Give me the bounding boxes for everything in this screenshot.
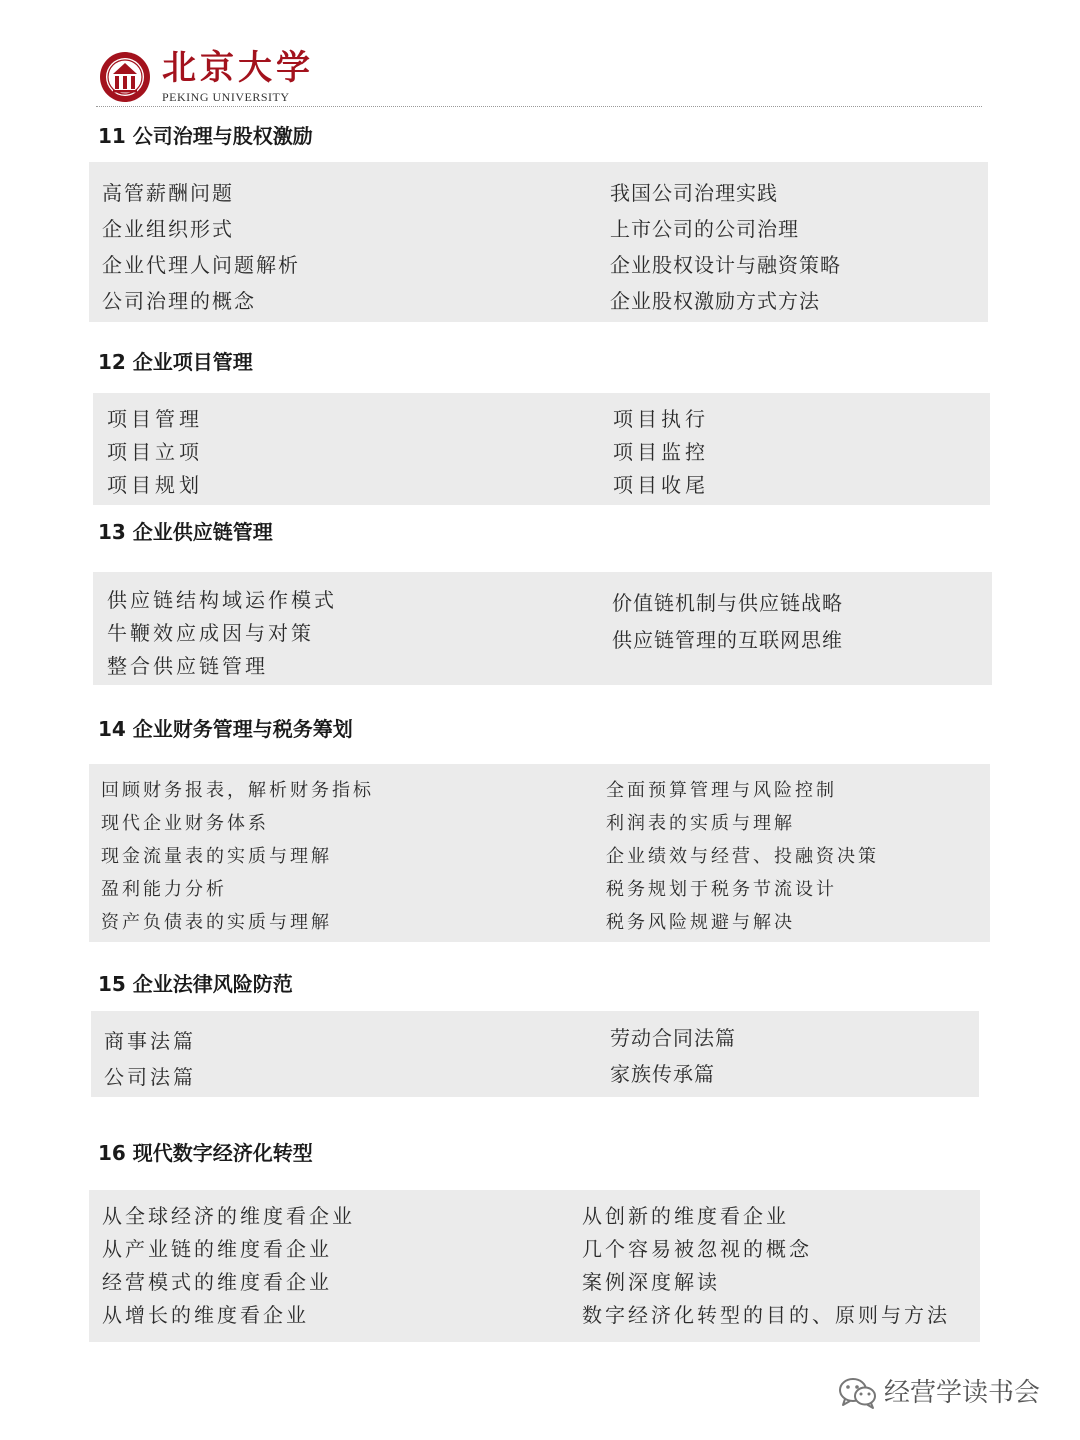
- list-item: 牛鞭效应成因与对策: [107, 621, 314, 645]
- section-title-13: 13 企业供应链管理: [98, 520, 273, 544]
- university-name-en: PEKING UNIVERSITY: [162, 90, 290, 104]
- watermark-text: 经营学读书会: [884, 1378, 1041, 1408]
- list-item: 几个容易被忽视的概念: [582, 1237, 812, 1261]
- section-12-right-list: [613, 403, 709, 502]
- section-title-16: 16 现代数字经济化转型: [98, 1141, 313, 1165]
- list-item: 劳动合同法篇: [610, 1026, 736, 1050]
- wechat-icon: [838, 1376, 878, 1410]
- list-item: 项目立项: [107, 440, 203, 464]
- section-13-left-list: [107, 584, 337, 683]
- section-16-left-list: [102, 1200, 355, 1332]
- list-item: 现金流量表的实质与理解: [101, 846, 332, 867]
- section-16-right-list: [582, 1200, 950, 1332]
- list-item: 企业股权设计与融资策略: [610, 253, 841, 277]
- list-item: 回顾财务报表，解析财务指标: [101, 780, 374, 801]
- section-14-left-list: [101, 774, 374, 939]
- section-15-right-list: [610, 1020, 736, 1092]
- list-item: 项目管理: [107, 407, 203, 431]
- page-header: [96, 44, 982, 107]
- section-14-right-list: [606, 774, 879, 939]
- list-item: 项目执行: [613, 407, 709, 431]
- university-name-cn: 北京大学: [162, 48, 314, 88]
- list-item: 全面预算管理与风险控制: [606, 780, 837, 801]
- list-item: 我国公司治理实践: [610, 181, 778, 205]
- list-item: 供应链管理的互联网思维: [612, 628, 843, 652]
- section-title-12: 12 企业项目管理: [98, 350, 253, 374]
- list-item: 企业绩效与经营、投融资决策: [606, 846, 879, 867]
- list-item: 从产业链的维度看企业: [102, 1237, 332, 1261]
- list-item: 税务风险规避与解决: [606, 912, 795, 933]
- list-item: 企业组织形式: [102, 217, 234, 241]
- list-item: 家族传承篇: [610, 1062, 715, 1086]
- list-item: 项目规划: [107, 473, 203, 497]
- list-item: 商事法篇: [104, 1029, 196, 1053]
- section-box-15: [91, 1011, 979, 1097]
- list-item: 项目收尾: [613, 473, 709, 497]
- list-item: 企业股权激励方式方法: [610, 289, 820, 313]
- section-12-left-list: [107, 403, 203, 502]
- list-item: 经营模式的维度看企业: [102, 1270, 332, 1294]
- list-item: 从全球经济的维度看企业: [102, 1204, 355, 1228]
- section-title-14: 14 企业财务管理与税务筹划: [98, 717, 353, 741]
- university-seal-icon: [98, 50, 152, 104]
- list-item: 公司法篇: [104, 1065, 196, 1089]
- section-title-11: 11 公司治理与股权激励: [98, 124, 313, 148]
- list-item: 价值链机制与供应链战略: [612, 591, 843, 615]
- section-11-right-list: [610, 175, 841, 319]
- list-item: 数字经济化转型的目的、原则与方法: [582, 1303, 950, 1327]
- section-13-right-list: [612, 585, 843, 659]
- list-item: 项目监控: [613, 440, 709, 464]
- list-item: 税务规划于税务节流设计: [606, 879, 837, 900]
- section-15-left-list: [104, 1023, 196, 1095]
- section-box-12: [93, 393, 990, 505]
- list-item: 供应链结构域运作模式: [107, 588, 337, 612]
- list-item: 公司治理的概念: [102, 289, 256, 313]
- list-item: 现代企业财务体系: [101, 813, 269, 834]
- list-item: 案例深度解读: [582, 1270, 720, 1294]
- section-title-15: 15 企业法律风险防范: [98, 972, 293, 996]
- list-item: 企业代理人问题解析: [102, 253, 300, 277]
- list-item: 从增长的维度看企业: [102, 1303, 309, 1327]
- list-item: 利润表的实质与理解: [606, 813, 795, 834]
- list-item: 从创新的维度看企业: [582, 1204, 789, 1228]
- section-11-left-list: [102, 175, 300, 319]
- list-item: 上市公司的公司治理: [610, 217, 799, 241]
- list-item: 高管薪酬问题: [102, 181, 234, 205]
- list-item: 盈利能力分析: [101, 879, 227, 900]
- list-item: 整合供应链管理: [107, 654, 268, 678]
- list-item: 资产负债表的实质与理解: [101, 912, 332, 933]
